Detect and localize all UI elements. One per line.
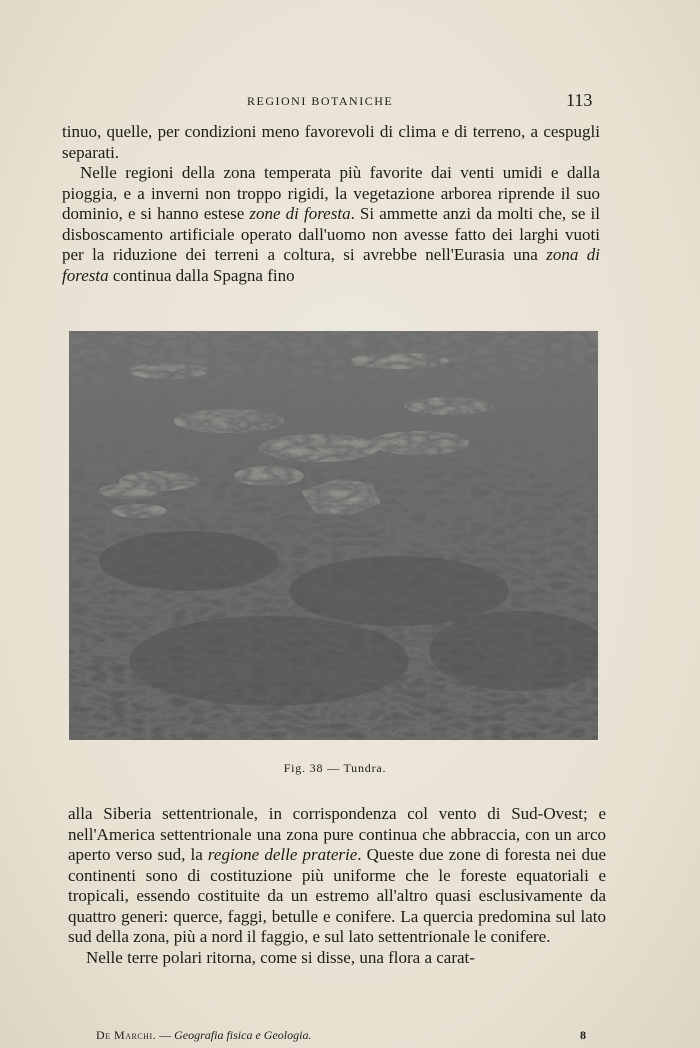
paragraph-text: Nelle regioni della zona temperata più favorite dai venti umidi e dalla pioggia, e a inverni non troppo rigidi, la vegetazione arborea riprende il suo dominio, e si hanno estese (62, 163, 600, 223)
italic-term: zona di foresta (62, 245, 600, 285)
top-text-block (62, 122, 600, 286)
paragraph-text: alla Siberia settentrionale, in corrispondenza col vento di Sud-Ovest; e nell'America settentrionale una zona pure continua che abbraccia, con un arco aperto verso sud, la (68, 804, 606, 864)
footer-book-title: Geografia fisica e Geologia. (174, 1028, 312, 1042)
signature-mark: 8 (580, 1028, 586, 1042)
paragraph-forest-zones (62, 163, 600, 286)
paragraph-text: . Queste due zone di foresta nei due continenti sono di costituzione più uniforme che le foreste equatoriali e tropicali, essendo costituite da un estremo all'altro quasi esclusivamente da quattro generi: querce, faggi, betulle e conifere. La quercia predomina sul lato sud della zona, più a nord il faggio, e sul lato settentrionale le conifere. (68, 845, 607, 946)
figure-caption: Fig. 38 — Tundra. (283, 761, 387, 775)
italic-term: regione delle praterie (207, 845, 358, 864)
paragraph-text: . Si ammette anzi da molti che, se il disboscamento artificiale operato dall'uomo non avesse fatto dei larghi vuoti per la riduzione dei terreni a coltura, si avrebbe nell'Eurasia una (62, 204, 600, 264)
footer (96, 1028, 586, 1046)
running-head (0, 92, 700, 112)
italic-term: zone di foresta (249, 204, 351, 223)
paragraph-text: Nelle terre polari ritorna, come si disse, una flora a carat- (86, 947, 475, 967)
paragraph-text: continua dalla Spagna fino (108, 265, 295, 285)
paragraph-continuation (62, 122, 600, 163)
tundra-photograph (69, 331, 598, 740)
footer-separator: — (156, 1028, 175, 1042)
paragraph-continuation (68, 804, 606, 948)
paragraph-text: tinuo, quelle, per condizioni meno favorevoli di clima e di terreno, a cespugli separati. (62, 122, 600, 162)
tundra-photo-illustration (69, 331, 598, 740)
running-head-title: REGIONI BOTANICHE (247, 94, 394, 108)
page-number: 113 (566, 90, 593, 110)
footer-author: De Marchi. (96, 1028, 157, 1042)
paragraph-polar-lands (68, 948, 606, 969)
bottom-text-block (68, 804, 606, 968)
